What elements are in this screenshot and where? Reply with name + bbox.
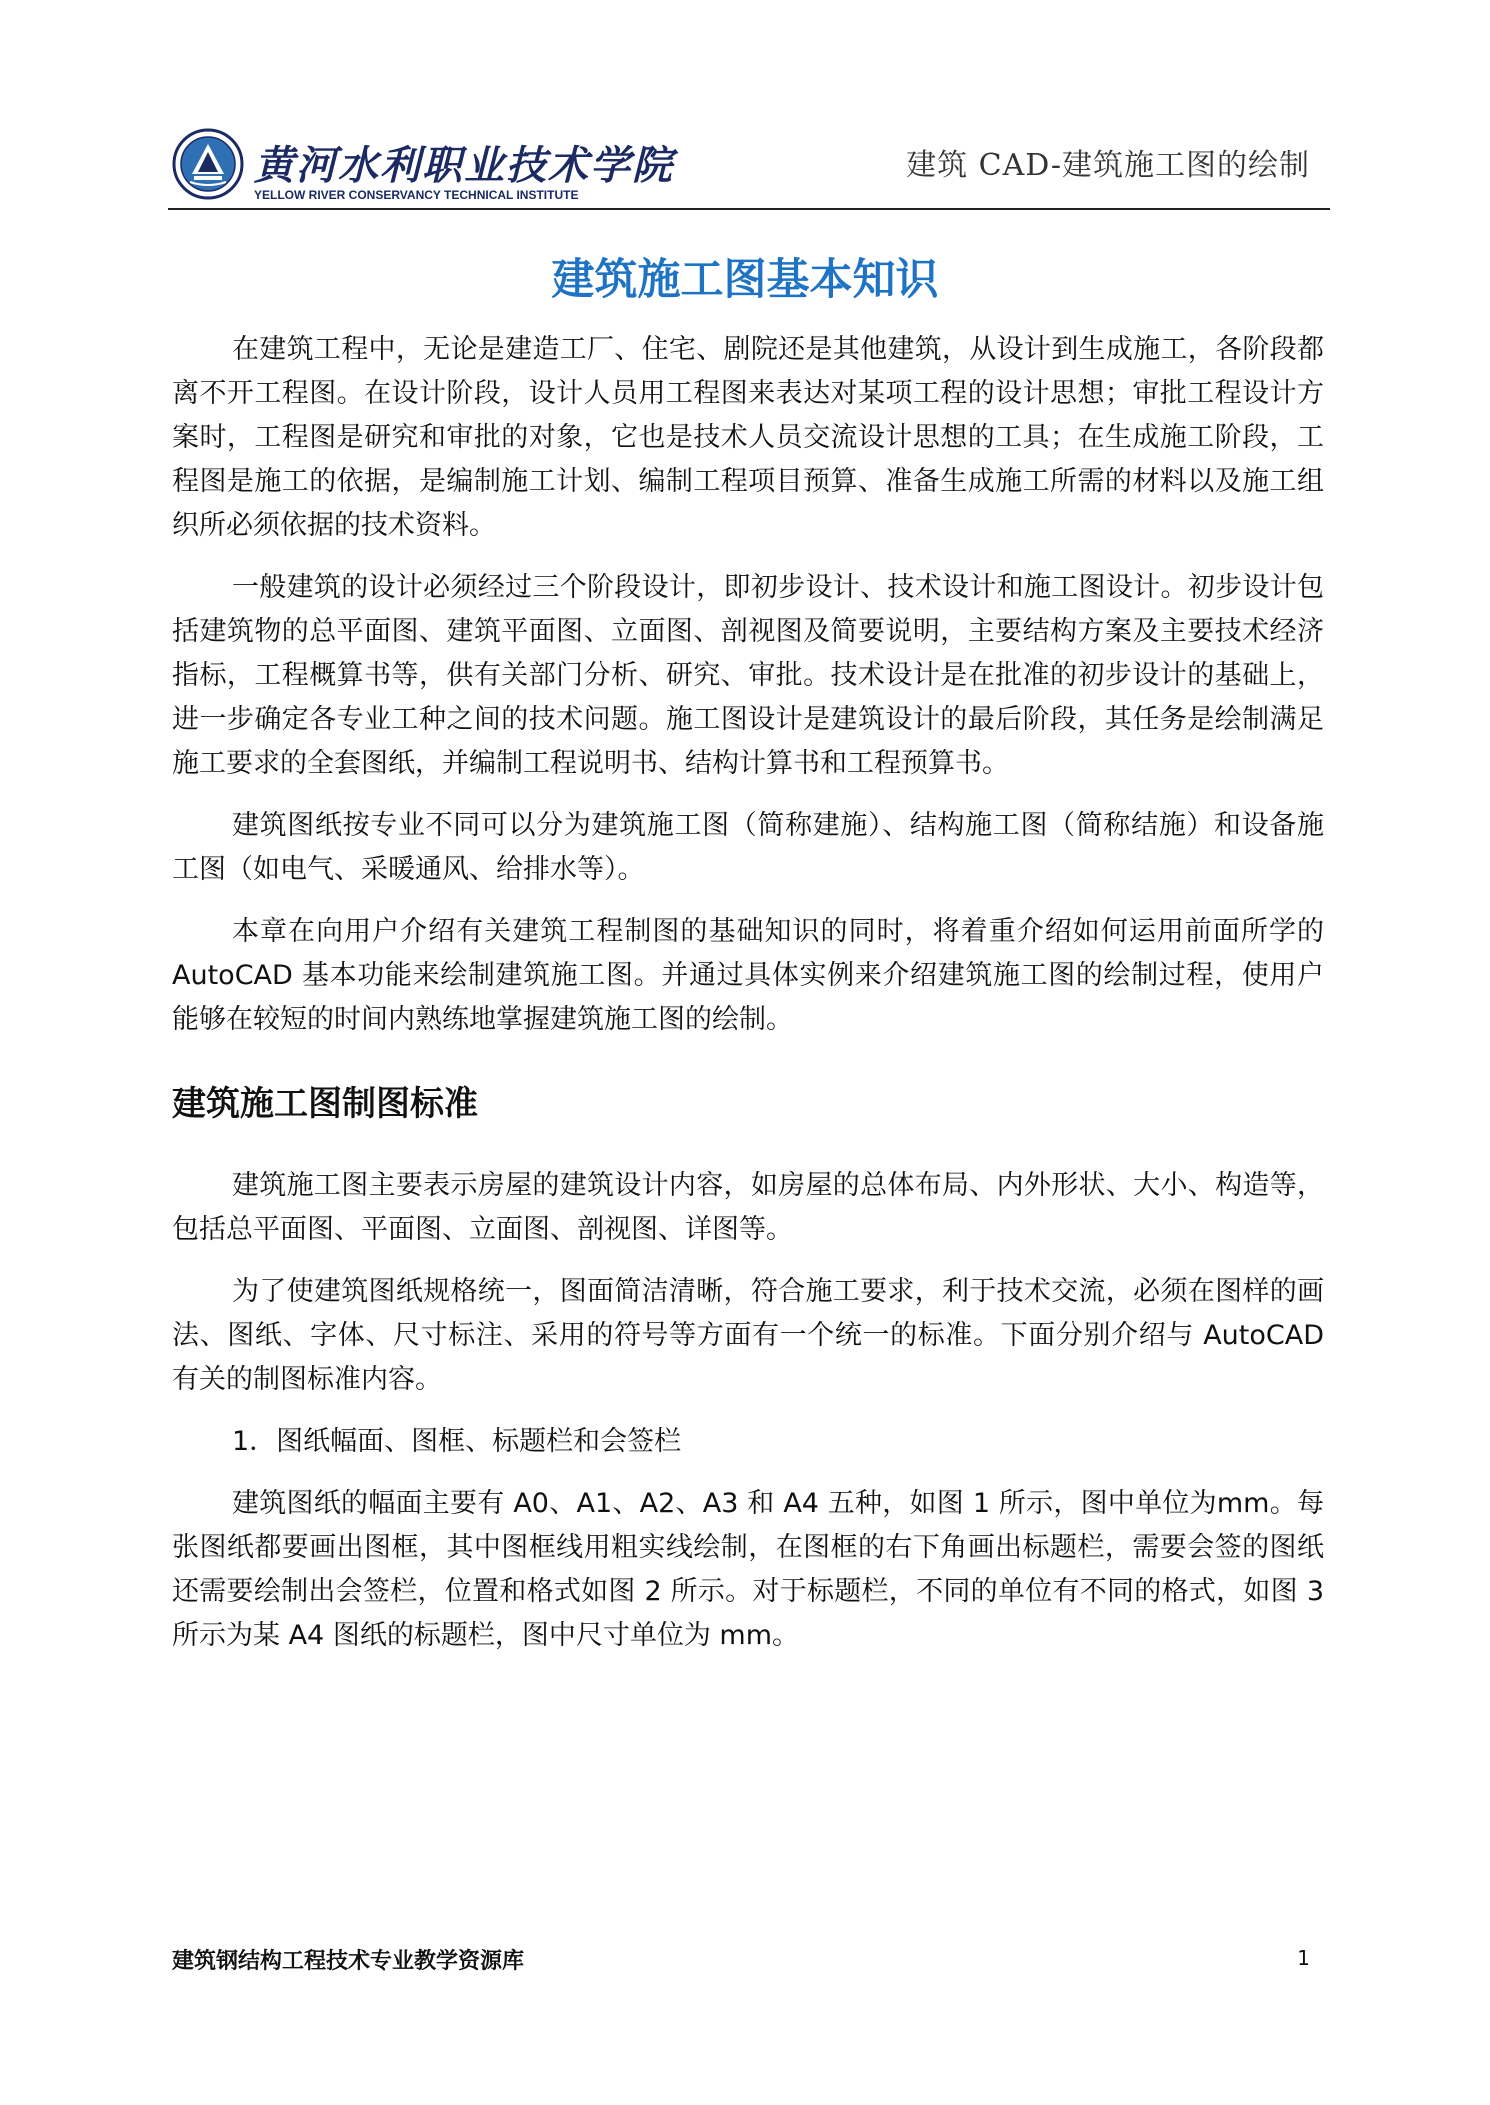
logo-chinese-text: 黄河水利职业技术学院 xyxy=(254,142,674,189)
intro-paragraph-3: 建筑图纸按专业不同可以分为建筑施工图（简称建施）、结构施工图（简称结施）和设备施工图（如电气、采暖通风、给排水等）。 xyxy=(172,810,1324,885)
document-body xyxy=(172,328,1324,1676)
document-header-title: 建筑 CAD-建筑施工图的绘制 xyxy=(906,148,1310,183)
numbered-list-item: 1．图纸幅面、图框、标题栏和会签栏 xyxy=(232,1426,682,1457)
intro-paragraph-4: 本章在向用户介绍有关建筑工程制图的基础知识的同时，将着重介绍如何运用前面所学的 AutoCAD 基本功能来绘制建筑施工图。并通过具体实例来介绍建筑施工图的绘制过程，使用户能够在较短的时间内熟练地掌握建筑施工图的绘制。 xyxy=(172,916,1324,1035)
intro-paragraph-2: 一般建筑的设计必须经过三个阶段设计，即初步设计、技术设计和施工图设计。初步设计包括建筑物的总平面图、建筑平面图、立面图、剖视图及简要说明，主要结构方案及主要技术经济指标，工程概算书等，供有关部门分析、研究、审批。技术设计是在批准的初步设计的基础上，进一步确定各专业工种之间的技术问题。施工图设计是建筑设计的最后阶段，其任务是绘制满足施工要求的全套图纸，并编制工程说明书、结构计算书和工程预算书。 xyxy=(172,572,1324,779)
page-number: 1 xyxy=(1297,1946,1310,1970)
institute-logo xyxy=(172,128,674,202)
logo-emblem-icon xyxy=(172,128,244,200)
logo-english-text: YELLOW RIVER CONSERVANCY TECHNICAL INSTITUTE xyxy=(254,188,579,202)
footer-resource-library: 建筑钢结构工程技术专业教学资源库 xyxy=(172,1948,525,1974)
page-title: 建筑施工图基本知识 xyxy=(551,255,939,305)
section-heading: 建筑施工图制图标准 xyxy=(172,1084,478,1124)
intro-paragraph-1: 在建筑工程中，无论是建造工厂、住宅、剧院还是其他建筑，从设计到生成施工，各阶段都离不开工程图。在设计阶段，设计人员用工程图来表达对某项工程的设计思想；审批工程设计方案时，工程图是研究和审批的对象，它也是技术人员交流设计思想的工具；在生成施工阶段，工程图是施工的依据，是编制施工计划、编制工程项目预算、准备生成施工所需的材料以及施工组织所必须依据的技术资料。 xyxy=(172,334,1324,541)
section-paragraph-2: 为了使建筑图纸规格统一，图面简洁清晰，符合施工要求，利于技术交流，必须在图样的画法、图纸、字体、尺寸标注、采用的符号等方面有一个统一的标准。下面分别介绍与 AutoCAD 有关的制图标准内容。 xyxy=(172,1276,1324,1395)
page-header xyxy=(168,118,1330,210)
section-paragraph-1: 建筑施工图主要表示房屋的建筑设计内容，如房屋的总体布局、内外形状、大小、构造等，包括总平面图、平面图、立面图、剖视图、详图等。 xyxy=(172,1170,1324,1245)
section-paragraph-3: 建筑图纸的幅面主要有 A0、A1、A2、A3 和 A4 五种，如图 1 所示，图中单位为mm。每张图纸都要画出图框，其中图框线用粗实线绘制，在图框的右下角画出标题栏，需要会签的图纸还需要绘制出会签栏，位置和格式如图 2 所示。对于标题栏，不同的单位有不同的格式，如图 3 所示为某 A4 图纸的标题栏，图中尺寸单位为 mm。 xyxy=(172,1488,1324,1651)
